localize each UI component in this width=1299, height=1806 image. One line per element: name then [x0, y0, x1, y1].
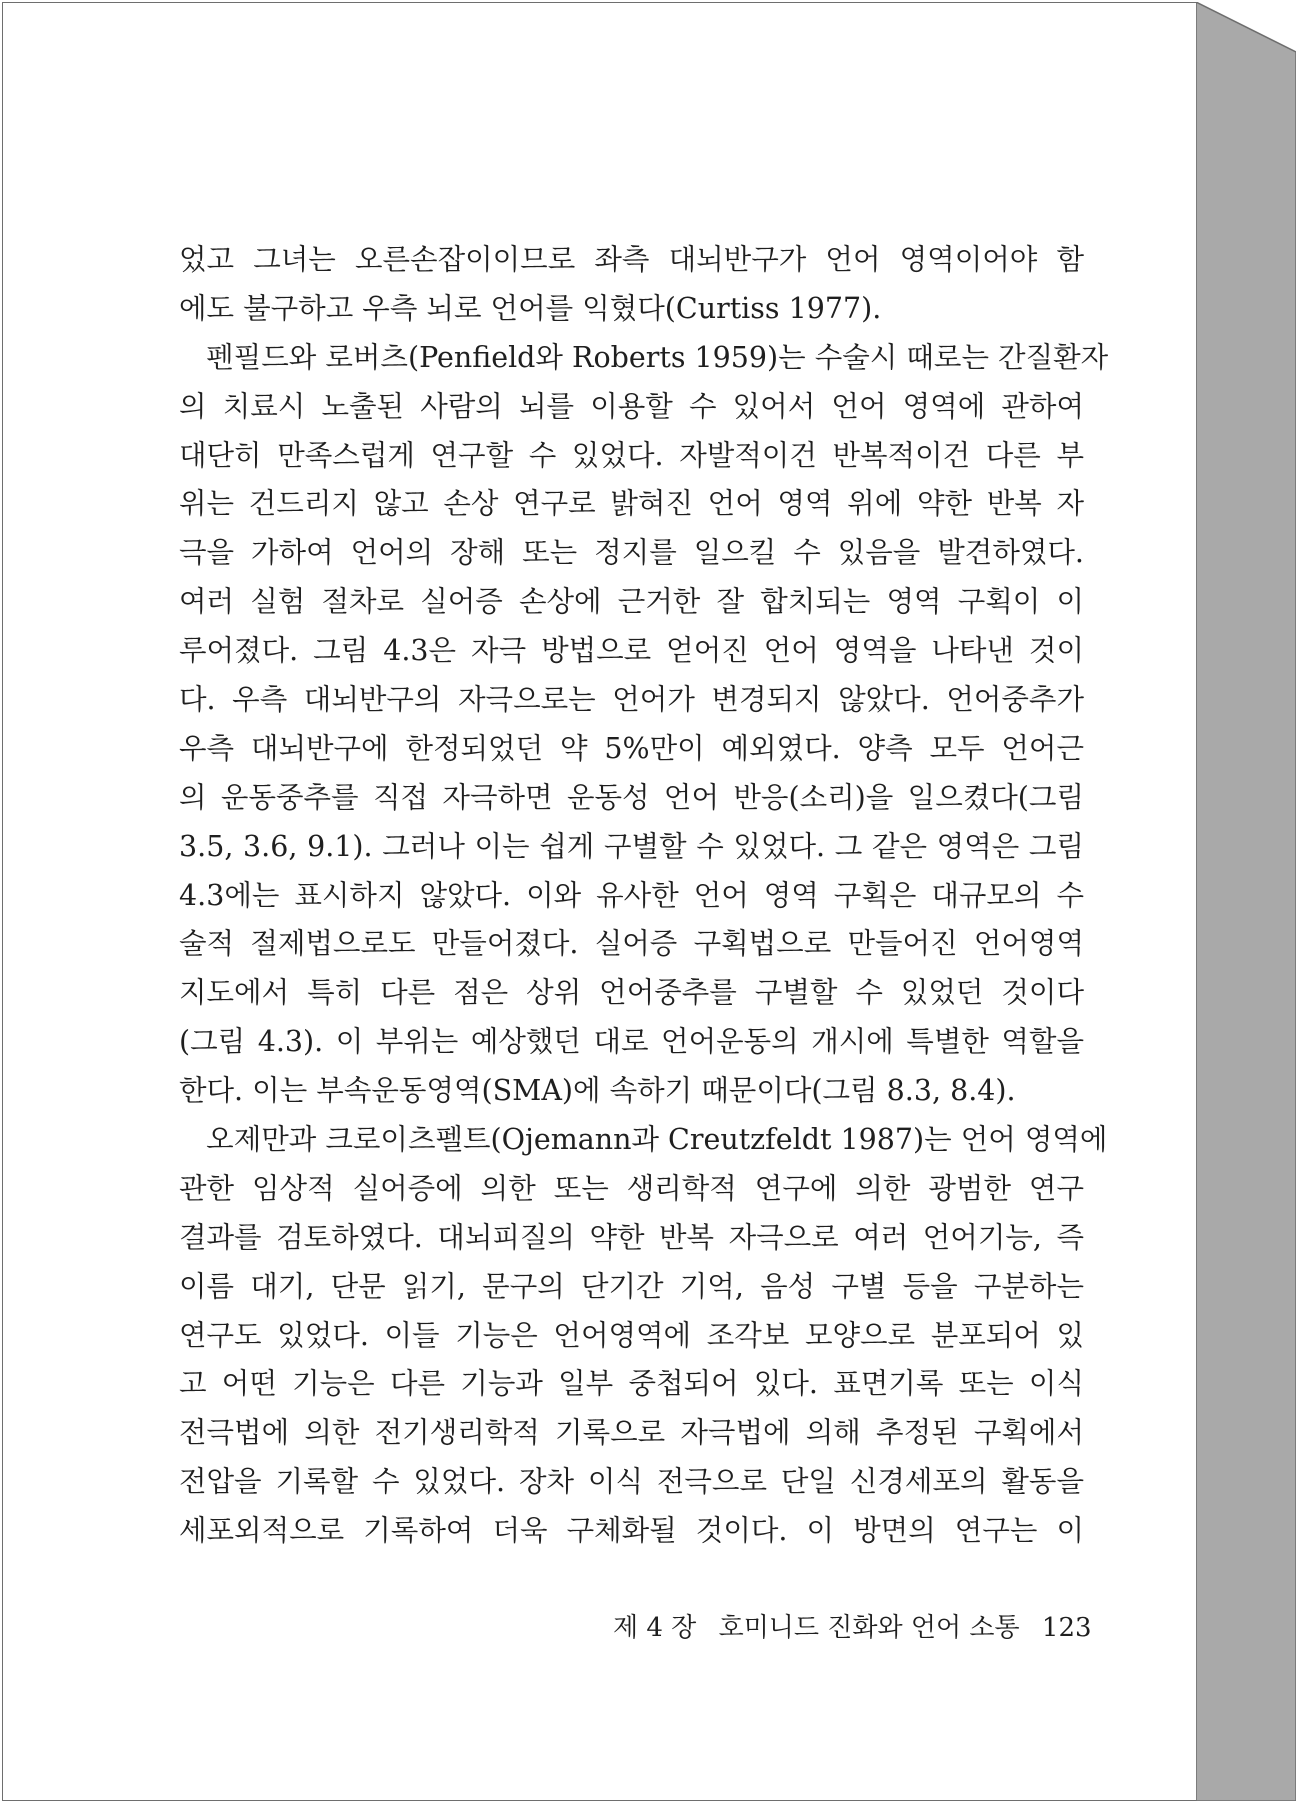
text-line: 고 어떤 기능은 다른 기능과 일부 중첩되어 있다. 표면기록 또는 이식: [179, 1367, 1084, 1401]
text-line: 위는 건드리지 않고 손상 연구로 밝혀진 언어 영역 위에 약한 반복 자: [179, 487, 1084, 521]
body-text: [179, 236, 1109, 1556]
text-line: 여러 실험 절차로 실어증 손상에 근거한 잘 합치되는 영역 구획이 이: [179, 585, 1084, 619]
text-line: 루어졌다. 그림 4.3은 자극 방법으로 얻어진 언어 영역을 나타낸 것이: [179, 634, 1084, 668]
paragraph: [179, 334, 1109, 1116]
text-line: (그림 4.3). 이 부위는 예상했던 대로 언어운동의 개시에 특별한 역할을: [179, 1025, 1084, 1059]
text-line: 대단히 만족스럽게 연구할 수 있었다. 자발적이건 반복적이건 다른 부: [179, 438, 1084, 472]
text-line: 다. 우측 대뇌반구의 자극으로는 언어가 변경되지 않았다. 언어중추가: [179, 683, 1084, 717]
running-footer: [599, 1607, 1092, 1644]
paragraph: [179, 1116, 1108, 1556]
text-line: 펜필드와 로버츠(Penfield와 Roberts 1959)는 수술시 때로는 간질환자: [179, 340, 1109, 374]
chapter-title: 호미니드 진화와 언어 소통: [718, 1613, 1020, 1643]
text-line: 술적 절제법으로도 만들어졌다. 실어증 구획법으로 만들어진 언어영역: [179, 927, 1084, 961]
text-line: 결과를 검토하였다. 대뇌피질의 약한 반복 자극으로 여러 언어기능, 즉: [179, 1220, 1084, 1254]
text-line: 관한 임상적 실어증에 의한 또는 생리학적 연구에 의한 광범한 연구: [179, 1171, 1084, 1205]
text-line: 의 치료시 노출된 사람의 뇌를 이용할 수 있어서 언어 영역에 관하여: [179, 389, 1084, 423]
book-spine-edge: [1196, 2, 1296, 1801]
text-line: 전압을 기록할 수 있었다. 장차 이식 전극으로 단일 신경세포의 활동을: [179, 1465, 1084, 1499]
text-line: 의 운동중추를 직접 자극하면 운동성 언어 반응(소리)을 일으켰다(그림: [179, 780, 1084, 814]
text-line: 었고 그녀는 오른손잡이이므로 좌측 대뇌반구가 언어 영역이어야 함: [179, 243, 1084, 276]
text-line: 에도 불구하고 우측 뇌로 언어를 익혔다(Curtiss 1977).: [179, 291, 882, 325]
book-page: [2, 2, 1197, 1801]
text-line: 한다. 이는 부속운동영역(SMA)에 속하기 때문이다(그림 8.3, 8.4).: [179, 1074, 1016, 1108]
paragraph: [179, 236, 1084, 334]
text-line: 3.5, 3.6, 9.1). 그러나 이는 쉽게 구별할 수 있었다. 그 같은 영역은 그림: [179, 829, 1084, 863]
chapter-label: 제 4 장: [613, 1613, 697, 1643]
page-number: 123: [1041, 1613, 1092, 1643]
text-line: 연구도 있었다. 이들 기능은 언어영역에 조각보 모양으로 분포되어 있: [179, 1318, 1084, 1352]
text-line: 세포외적으로 기록하여 더욱 구체화될 것이다. 이 방면의 연구는 이: [179, 1514, 1084, 1548]
text-line: 오제만과 크로이츠펠트(Ojemann과 Creutzfeldt 1987)는 언어 영역에: [179, 1123, 1108, 1157]
text-line: 극을 가하여 언어의 장해 또는 정지를 일으킬 수 있음을 발견하였다.: [179, 536, 1084, 570]
text-line: 우측 대뇌반구에 한정되었던 약 5%만이 예외였다. 양측 모두 언어근: [179, 731, 1084, 765]
text-line: 지도에서 특히 다른 점은 상위 언어중추를 구별할 수 있었던 것이다: [179, 976, 1084, 1010]
text-line: 4.3에는 표시하지 않았다. 이와 유사한 언어 영역 구획은 대규모의 수: [179, 878, 1084, 912]
text-line: 전극법에 의한 전기생리학적 기록으로 자극법에 의해 추정된 구획에서: [179, 1416, 1084, 1450]
text-line: 이름 대기, 단문 읽기, 문구의 단기간 기억, 음성 구별 등을 구분하는: [179, 1269, 1084, 1303]
